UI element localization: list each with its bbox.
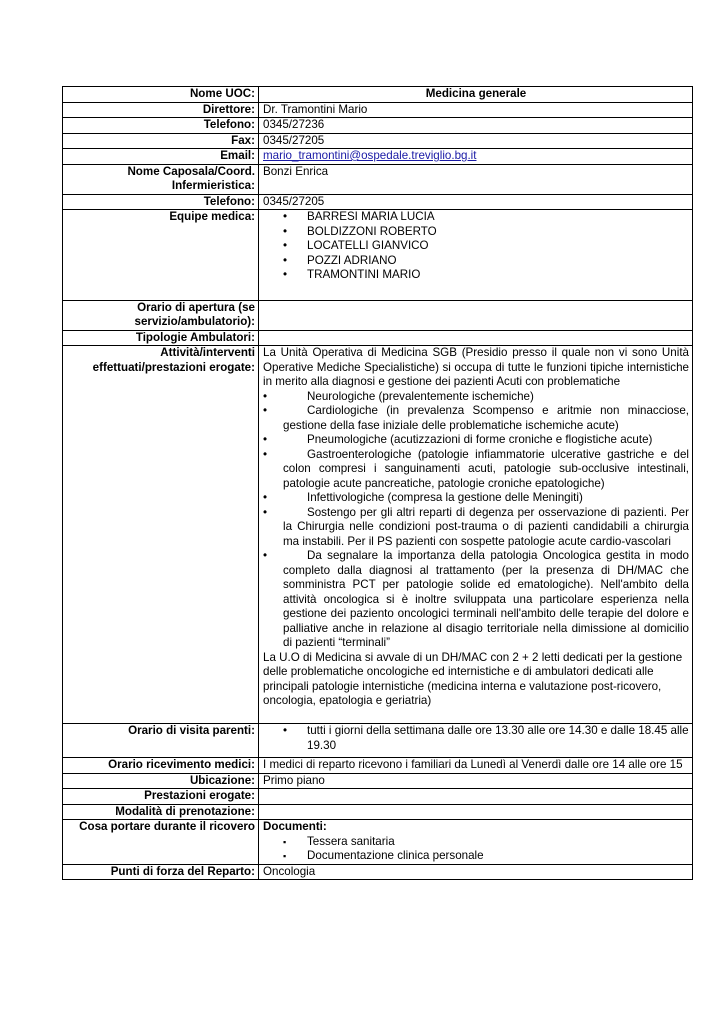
row-ubicazione	[63, 773, 693, 789]
row-direttore	[63, 102, 693, 118]
attivita-item: • Sostengo per gli altri reparti di degenza per osservazione di pazienti. Per la Chirurgia nelle condizioni post-trauma o di pazienti candidabili a chirurgia ma instabili. Per il PS pazienti con sospette patologie acute cardio-vascolari	[263, 506, 689, 550]
label-prenotazione: Modalità di prenotazione:	[63, 804, 259, 820]
attivita-item: • Pneumologiche (acutizzazioni di forme croniche e flogistiche acute)	[263, 433, 689, 448]
label-prestazioni: Prestazioni erogate:	[63, 789, 259, 805]
value-portare	[259, 820, 693, 865]
row-tipologie	[63, 330, 693, 346]
label-nome-uoc: Nome UOC:	[63, 87, 259, 103]
value-email-cell	[259, 149, 693, 165]
attivita-item: • Cardiologiche (in prevalenza Scompenso e aritmie non minacciose, gestione della fase iniziale delle problematiche ischemiche acute)	[263, 404, 689, 433]
label-direttore: Direttore:	[63, 102, 259, 118]
value-ubicazione: Primo piano	[259, 773, 693, 789]
label-caposala: Nome Caposala/Coord. Infermieristica:	[63, 164, 259, 194]
row-visita	[63, 724, 693, 758]
attivita-intro: La Unità Operativa di Medicina SGB (Presidio presso il quale non vi sono Unità Operative Mediche Specialistiche) si occupa di tutte le funzioni tipiche internistiche in merito alla diagnosi e gestione dei pazienti Acuti con problematiche	[263, 346, 689, 388]
label-email: Email:	[63, 149, 259, 165]
value-orario-apertura	[259, 300, 693, 330]
value-caposala: Bonzi Enrica	[259, 164, 693, 194]
equipe-member: • POZZI ADRIANO	[283, 254, 689, 269]
visita-item: • tutti i giorni della settimana dalle ore 13.30 alle ore 14.30 e dalle 18.45 alle 19.30	[283, 724, 689, 753]
equipe-member: • BARRESI MARIA LUCIA	[283, 210, 689, 225]
email-link[interactable]: mario_tramontini@ospedale.treviglio.bg.it	[263, 149, 477, 162]
label-attivita: Attività/interventi effettuati/prestazioni erogate:	[63, 346, 259, 724]
portare-item: ▪ Documentazione clinica personale	[283, 849, 689, 864]
attivita-item: • Da segnalare la importanza della patologia Oncologica gestita in modo completo dalla diagnosi al trattamento (per la presenza di DH/MAC che somministra PCT per patologie solide ed ematologiche). Nell'ambito della attività oncologica si è inoltre sviluppata una particolare esperienza nella gestione dei paziento oncologici terminali nell'ambito delle terapie del dolore e palliative anche in relazione al disagio territoriale nella dimissione al domicilio di pazienti “terminali”	[263, 549, 689, 651]
label-orario-apertura: Orario di apertura (se servizio/ambulatorio):	[63, 300, 259, 330]
value-ricevimento: I medici di reparto ricevono i familiari da Lunedì al Venerdì dalle ore 14 alle ore 15	[259, 758, 693, 774]
row-prestazioni	[63, 789, 693, 805]
row-nome-uoc	[63, 87, 693, 103]
attivita-item: • Neurologiche (prevalentemente ischemiche)	[263, 390, 689, 405]
label-punti-forza: Punti di forza del Reparto:	[63, 864, 259, 880]
value-nome-uoc: Medicina generale	[259, 87, 693, 103]
label-portare: Cosa portare durante il ricovero	[63, 820, 259, 865]
value-punti-forza: Oncologia	[259, 864, 693, 880]
label-ubicazione: Ubicazione:	[63, 773, 259, 789]
attivita-outro: La U.O di Medicina si avvale di un DH/MAC con 2 + 2 letti dedicati per la gestione delle problematiche oncologiche ed internistiche e di ambulatori dedicati alle principali patologie internistiche (medicina interna e valutazione post-ricovero, oncologia, epatologia e geriatria)	[263, 650, 683, 707]
row-ricevimento	[63, 758, 693, 774]
value-direttore: Dr. Tramontini Mario	[259, 102, 693, 118]
info-table	[62, 86, 693, 880]
value-prenotazione	[259, 804, 693, 820]
row-prenotazione	[63, 804, 693, 820]
equipe-member: • BOLDIZZONI ROBERTO	[283, 225, 689, 240]
value-attivita	[259, 346, 693, 724]
row-punti-forza	[63, 864, 693, 880]
value-visita	[259, 724, 693, 758]
label-fax: Fax:	[63, 133, 259, 149]
value-fax: 0345/27205	[259, 133, 693, 149]
spacer	[263, 709, 689, 724]
label-visita: Orario di visita parenti:	[63, 724, 259, 758]
row-fax	[63, 133, 693, 149]
portare-item: ▪ Tessera sanitaria	[283, 835, 689, 850]
equipe-member: • TRAMONTINI MARIO	[283, 268, 689, 283]
value-telefono: 0345/27236	[259, 118, 693, 134]
row-email	[63, 149, 693, 165]
row-telefono-caposala	[63, 194, 693, 210]
value-tipologie	[259, 330, 693, 346]
row-orario-apertura	[63, 300, 693, 330]
label-telefono: Telefono:	[63, 118, 259, 134]
attivita-item: • Infettivologiche (compresa la gestione delle Meningiti)	[263, 491, 689, 506]
value-telefono-caposala: 0345/27205	[259, 194, 693, 210]
visita-list	[263, 724, 689, 757]
row-portare	[63, 820, 693, 865]
row-telefono	[63, 118, 693, 134]
label-tipologie: Tipologie Ambulatori:	[63, 330, 259, 346]
row-equipe	[63, 210, 693, 301]
attivita-item: • Gastroenterologiche (patologie infiammatorie ulcerative gastriche e del colon compresi i sanguinamenti acuti, patologie sub-occlusive intestinali, patologie acute pancreatiche, patologie croniche epatologiche)	[263, 448, 689, 492]
equipe-list	[263, 210, 689, 300]
row-attivita	[63, 346, 693, 724]
row-caposala	[63, 164, 693, 194]
attivita-list	[263, 390, 689, 651]
portare-list	[263, 835, 689, 864]
portare-heading: Documenti:	[263, 820, 327, 833]
equipe-member: • LOCATELLI GIANVICO	[283, 239, 689, 254]
value-prestazioni	[259, 789, 693, 805]
label-telefono-caposala: Telefono:	[63, 194, 259, 210]
label-equipe: Equipe medica:	[63, 210, 259, 301]
value-equipe	[259, 210, 693, 301]
label-ricevimento: Orario ricevimento medici:	[63, 758, 259, 774]
